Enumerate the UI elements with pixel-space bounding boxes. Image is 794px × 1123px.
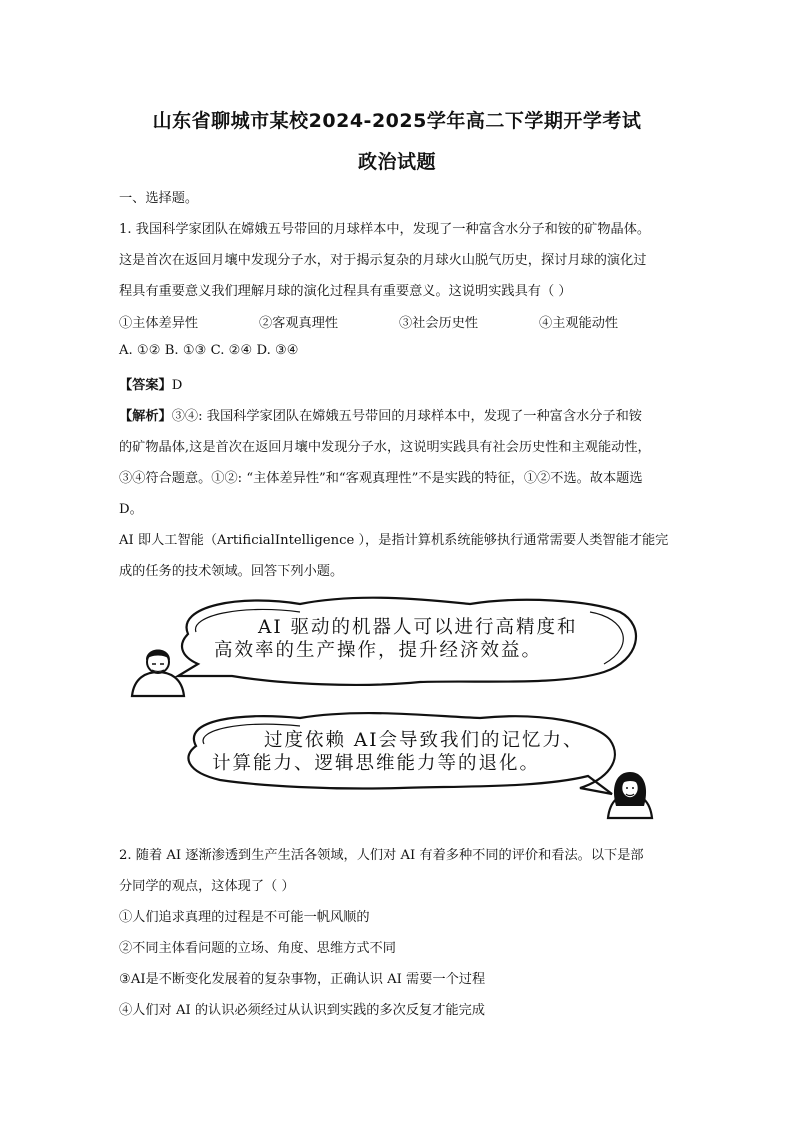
q2-item-1: ①人们追求真理的过程是不可能一帆风顺的 [119, 910, 370, 925]
answer-value: D [171, 378, 183, 393]
bubble-2-line-1: 过度依赖 AI会导致我们的记忆力、 [264, 730, 584, 751]
section-heading: 一、选择题。 [119, 191, 199, 206]
bubble-1-line-1: AI 驱动的机器人可以进行高精度和 [258, 617, 578, 638]
man-avatar-icon [132, 650, 184, 697]
bubble-1-line-2: 高效率的生产操作，提升经济效益。 [214, 640, 543, 661]
q1-option-4: ④主观能动性 [539, 316, 619, 331]
q2-stem-line-2: 分同学的观点，这体现了（ ） [119, 879, 295, 894]
intro-line-1: AI 即人工智能（ArtificialIntelligence ），是指计算机系统能够执行通常需要人类智能才能完 [119, 533, 669, 548]
q2-item-4: ④人们对 AI 的认识必须经过从认识到实践的多次反复才能完成 [119, 1003, 485, 1018]
q2-item-2: ②不同主体看问题的立场、角度、思维方式不同 [119, 941, 396, 956]
bubble-2-line-2: 计算能力、逻辑思维能力等的退化。 [212, 753, 541, 774]
document-title: 山东省聊城市某校2024-2025学年高二下学期开学考试 [152, 110, 642, 132]
answer-label: 【答案】 [119, 378, 172, 393]
q1-stem-line-1: 1. 我国科学家团队在嫦娥五号带回的月球样本中，发现了一种富含水分子和铵的矿物晶体。 [119, 222, 651, 237]
q1-analysis-line-2: 的矿物晶体,这是首次在返回月壤中发现分子水，这说明实践具有社会历史性和主观能动性， [119, 440, 651, 455]
q1-option-1: ①主体差异性 [119, 316, 199, 331]
q1-analysis-line-4: D。 [119, 502, 143, 517]
q1-option-3: ③社会历史性 [399, 316, 479, 331]
q1-stem-line-2: 这是首次在返回月壤中发现分子水，对于揭示复杂的月球火山脱气历史，探讨月球的演化过 [119, 253, 647, 268]
analysis-label: 【解析】 [119, 409, 172, 424]
q1-stem-line-3: 程具有重要意义我们理解月球的演化过程具有重要意义。这说明实践具有（ ） [119, 284, 572, 299]
woman-avatar-icon [608, 772, 652, 818]
document-subtitle: 政治试题 [357, 151, 436, 173]
q1-option-2: ②客观真理性 [259, 316, 339, 331]
analysis-text-1: ③④: 我国科学家团队在嫦娥五号带回的月球样本中，发现了一种富含水分子和铵 [171, 409, 642, 424]
intro-line-2: 成的任务的技术领域。回答下列小题。 [119, 564, 344, 579]
q1-analysis-line-3: ③④符合题意。①②: “主体差异性”和“客观真理性”不是实践的特征，①②不选。故本题选 [119, 471, 643, 486]
q2-stem-line-1: 2. 随着 AI 逐渐渗透到生产生活各领域，人们对 AI 有着多种不同的评价和看法。以下是部 [119, 848, 644, 863]
q1-choices: A. ①② B. ①③ C. ②④ D. ③④ [119, 343, 299, 358]
q2-item-3: ③AI是不断变化发展着的复杂事物，正确认识 AI 需要一个过程 [119, 972, 486, 987]
